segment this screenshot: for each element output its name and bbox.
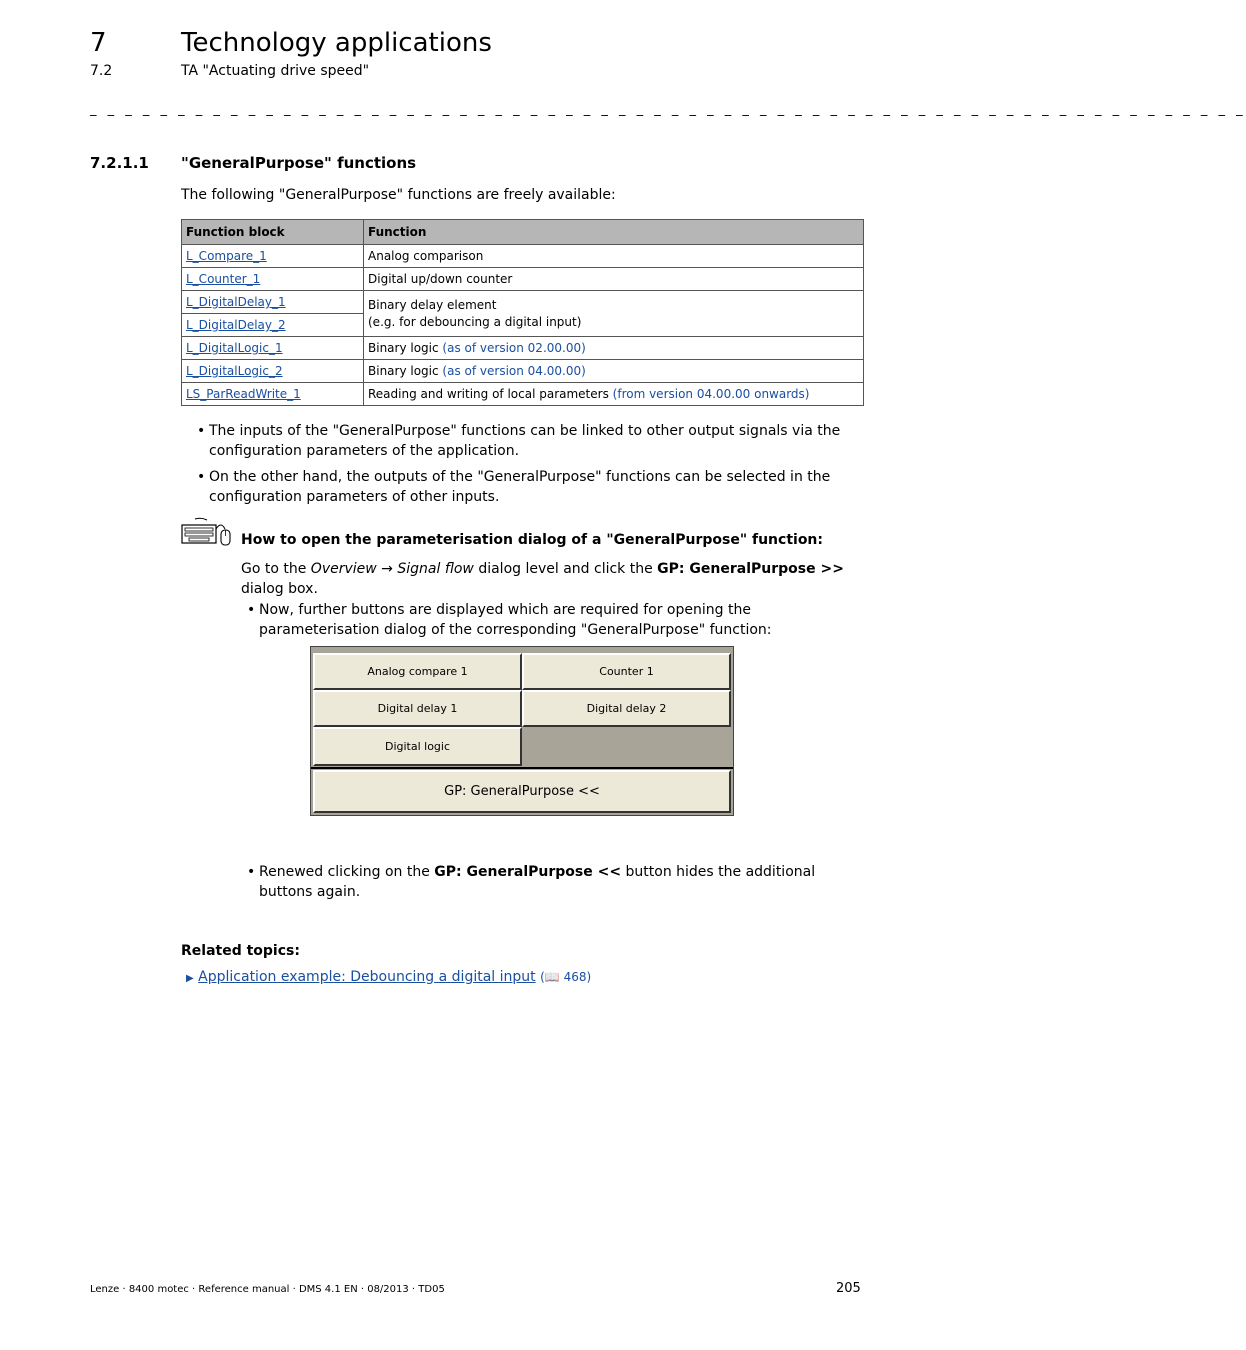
page-number-ref: 468 — [563, 970, 587, 984]
overview-label: Overview — [310, 561, 377, 577]
bullet-text: The inputs of the "GeneralPurpose" functions can be linked to other output signals via the configuration parameters of the application. — [209, 423, 841, 459]
gp-button-label: GP: GeneralPurpose << — [434, 864, 622, 880]
instruction-text: dialog level and click the — [473, 561, 658, 577]
function-block-link[interactable]: L_DigitalLogic_2 — [186, 364, 283, 378]
section-number: 7.2 — [90, 63, 113, 79]
function-block-link[interactable]: L_Counter_1 — [186, 272, 261, 286]
keyboard-mouse-icon — [181, 517, 233, 547]
table-row — [182, 268, 864, 291]
bullet-dot: • — [197, 469, 206, 485]
intro-text: The following "GeneralPurpose" functions are freely available: — [181, 187, 616, 203]
function-text: Binary logic — [368, 341, 443, 355]
table-row — [182, 383, 864, 406]
bullet-dot: • — [247, 864, 256, 880]
panel-divider — [311, 767, 733, 769]
subsection-number: 7.2.1.1 — [90, 154, 149, 172]
version-note-link[interactable]: (as of version 02.00.00) — [442, 341, 586, 355]
function-cell — [364, 291, 864, 337]
function-cell: Digital up/down counter — [364, 268, 864, 291]
function-cell — [364, 383, 864, 406]
bullet-item — [197, 421, 859, 461]
analog-compare-1-button[interactable]: Analog compare 1 — [313, 653, 522, 690]
table-header: Function — [364, 220, 864, 245]
function-block-link[interactable]: L_DigitalDelay_2 — [186, 318, 286, 332]
related-topics-heading: Related topics: — [181, 943, 300, 959]
header-separator: _ _ _ _ _ _ _ _ _ _ _ _ _ _ _ _ _ _ _ _ _ _ _ _ _ _ _ _ _ _ _ _ _ _ _ _ _ _ _ _ _ _ _ _ _ _ _ _ _ _ _ _ _ _ _ _ _ _ _ _ _ _ _ _ _ _ — [90, 102, 1246, 117]
page-reference[interactable]: (📖 468) — [540, 970, 592, 984]
function-block-link[interactable]: L_DigitalLogic_1 — [186, 341, 283, 355]
related-topic-link[interactable]: Application example: Debouncing a digital input — [198, 969, 536, 985]
function-text: Binary logic — [368, 364, 443, 378]
function-cell — [364, 360, 864, 383]
instruction-text: Go to the — [241, 561, 311, 577]
table-row — [182, 245, 864, 268]
signal-flow-label: Signal flow — [397, 561, 474, 577]
table-row — [182, 337, 864, 360]
footer-text: Lenze · 8400 motec · Reference manual · DMS 4.1 EN · 08/2013 · TD05 — [90, 1284, 445, 1295]
version-note-link[interactable]: (as of version 04.00.00) — [442, 364, 586, 378]
table-row — [182, 360, 864, 383]
digital-delay-1-button[interactable]: Digital delay 1 — [313, 690, 522, 727]
bullet-text: Now, further buttons are displayed which are required for opening the parameterisation dialog of the corresponding "GeneralPurpose" function: — [259, 602, 772, 638]
function-block-table — [181, 219, 864, 406]
bullet-item — [247, 862, 869, 902]
version-note-link[interactable]: (from version 04.00.00 onwards) — [612, 387, 810, 401]
chapter-number: 7 — [90, 28, 107, 58]
triangle-right-icon: ▶ — [186, 973, 194, 984]
digital-delay-2-button[interactable]: Digital delay 2 — [522, 690, 731, 727]
bullet-item — [197, 467, 859, 507]
table-header-row — [182, 220, 864, 245]
page-number: 205 — [836, 1281, 861, 1296]
gp-generalpurpose-toggle-button[interactable]: GP: GeneralPurpose << — [313, 770, 731, 813]
bullet-dot: • — [197, 423, 206, 439]
subsection-title: "GeneralPurpose" functions — [181, 154, 417, 172]
bullet-text: Renewed clicking on the — [259, 864, 435, 880]
bullet-dot: • — [247, 602, 256, 618]
counter-1-button[interactable]: Counter 1 — [522, 653, 731, 690]
chapter-title: Technology applications — [181, 28, 492, 58]
book-icon: 📖 — [544, 970, 560, 984]
function-text: Binary delay element — [368, 297, 497, 312]
function-block-link[interactable]: L_DigitalDelay_1 — [186, 295, 286, 309]
digital-logic-button[interactable]: Digital logic — [313, 727, 522, 766]
howto-instruction — [241, 559, 861, 599]
table-header: Function block — [182, 220, 364, 245]
arrow-icon: → — [376, 561, 398, 577]
instruction-text: dialog box. — [241, 581, 318, 597]
table-row — [182, 291, 864, 314]
function-text: (e.g. for debouncing a digital input) — [368, 314, 582, 329]
related-topic-item — [186, 969, 591, 985]
function-cell — [364, 337, 864, 360]
bullet-item — [247, 600, 869, 640]
generalpurpose-dialog-panel — [310, 646, 734, 816]
howto-title: How to open the parameterisation dialog of a "GeneralPurpose" function: — [241, 532, 823, 548]
function-cell: Analog comparison — [364, 245, 864, 268]
bullet-text: button hides the additional buttons again. — [259, 864, 816, 900]
section-title: TA "Actuating drive speed" — [181, 63, 370, 79]
bullet-text: On the other hand, the outputs of the "GeneralPurpose" functions can be selected in the configuration parameters of other inputs. — [209, 469, 831, 505]
gp-button-label: GP: GeneralPurpose >> — [657, 561, 844, 577]
function-text: Reading and writing of local parameters — [368, 387, 613, 401]
function-block-link[interactable]: LS_ParReadWrite_1 — [186, 387, 301, 401]
function-block-link[interactable]: L_Compare_1 — [186, 249, 267, 263]
